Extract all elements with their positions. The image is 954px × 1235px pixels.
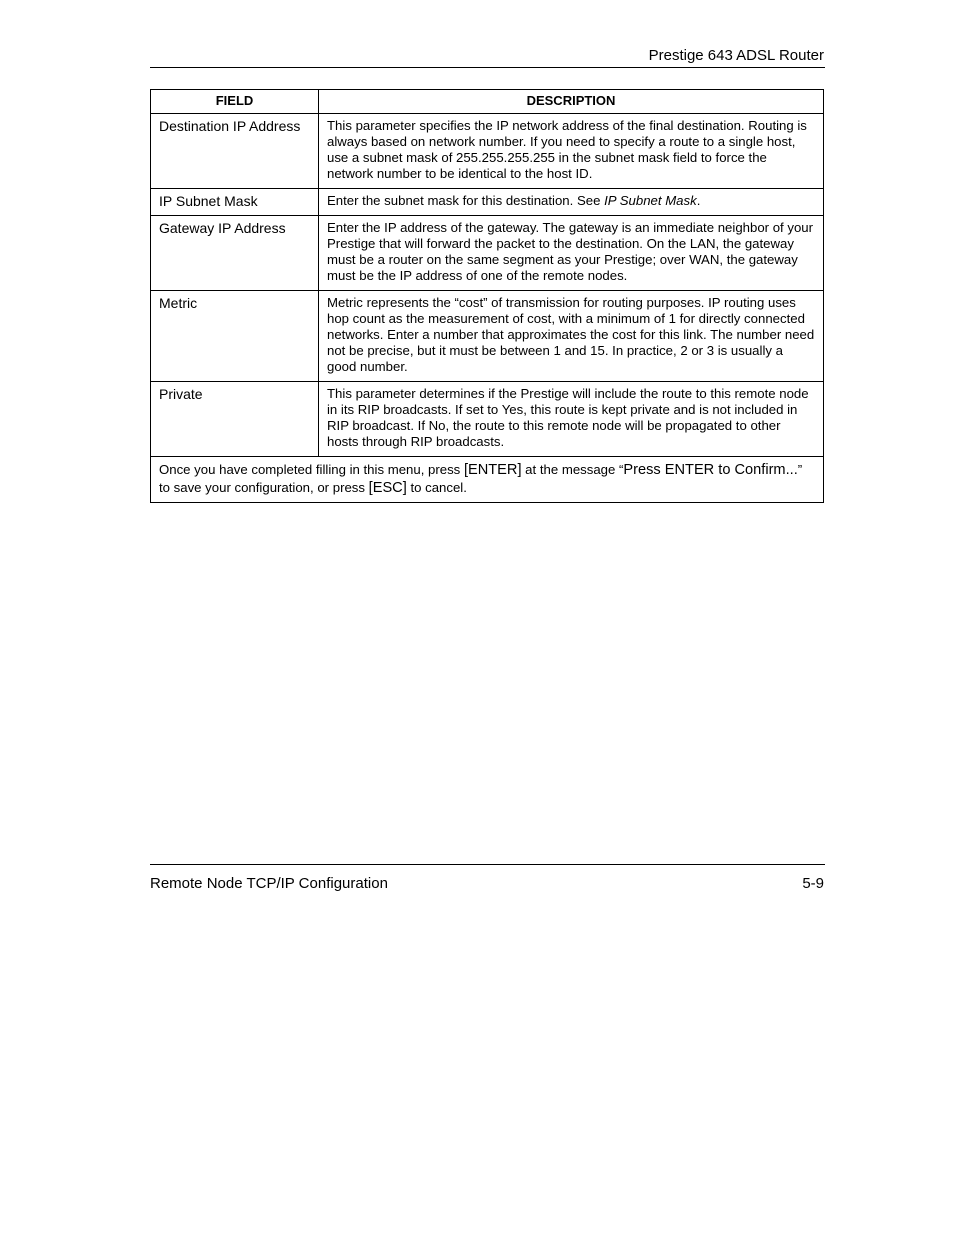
column-header-description: DESCRIPTION <box>319 90 824 114</box>
field-description: This parameter determines if the Prestige will include the route to this remote node in its RIP broadcasts. If set to Yes, this route is kept private and is not included in RIP broadcast. If No, the route to this remote node will be propagated to other hosts through RIP broadcasts. <box>319 382 824 457</box>
table-row <box>151 189 824 216</box>
field-description: This parameter specifies the IP network address of the final destination. Routing is always based on network number. If you need to specify a route to a single host, use a subnet mask of 255.255.255.255 in the subnet mask field to force the network number to be identical to the host ID. <box>319 114 824 189</box>
footer-section-title: Remote Node TCP/IP Configuration <box>150 875 388 892</box>
field-name: Destination IP Address <box>151 114 319 189</box>
table-row <box>151 382 824 457</box>
note-text: to cancel. <box>406 480 467 495</box>
column-header-field: FIELD <box>151 90 319 114</box>
confirm-prompt: Press ENTER to Confirm... <box>623 462 798 478</box>
field-name: Gateway IP Address <box>151 216 319 291</box>
note-text: ” to save your configuration, or press <box>159 462 803 495</box>
field-name: IP Subnet Mask <box>151 189 319 216</box>
table-row <box>151 291 824 382</box>
note-text: Once you have completed filling in this menu, press <box>159 462 464 477</box>
description-text: . <box>696 193 701 208</box>
field-description-table <box>150 89 824 503</box>
cross-reference: IP Subnet Mask <box>604 193 697 208</box>
table-header-row <box>151 90 824 114</box>
field-description: Enter the IP address of the gateway. The gateway is an immediate neighbor of your Prestige that will forward the packet to the destination. On the LAN, the gateway must be a router on the same segment as your Prestige; over WAN, the gateway must be the IP address of one of the remote nodes. <box>319 216 824 291</box>
field-description: Metric represents the “cost” of transmission for routing purposes. IP routing uses hop count as the measurement of cost, with a minimum of 1 for directly connected networks. Enter a number that approximates the cost for this link. The number need not be precise, but it must be between 1 and 15. In practice, 2 or 3 is usually a good number. <box>319 291 824 382</box>
field-name: Metric <box>151 291 319 382</box>
field-name: Private <box>151 382 319 457</box>
description-text: Enter the subnet mask for this destination. See <box>327 193 605 208</box>
running-header: Prestige 643 ADSL Router <box>648 47 824 64</box>
table-row <box>151 114 824 189</box>
page-number: 5-9 <box>802 875 824 892</box>
esc-key: [ESC] <box>368 480 407 496</box>
table-note <box>151 457 824 503</box>
note-text: at the message “ <box>521 462 624 477</box>
table-row <box>151 216 824 291</box>
footer-rule <box>150 864 825 865</box>
header-rule <box>150 67 825 68</box>
field-description <box>319 189 824 216</box>
table-note-row <box>151 457 824 503</box>
enter-key: [ENTER] <box>463 462 522 478</box>
